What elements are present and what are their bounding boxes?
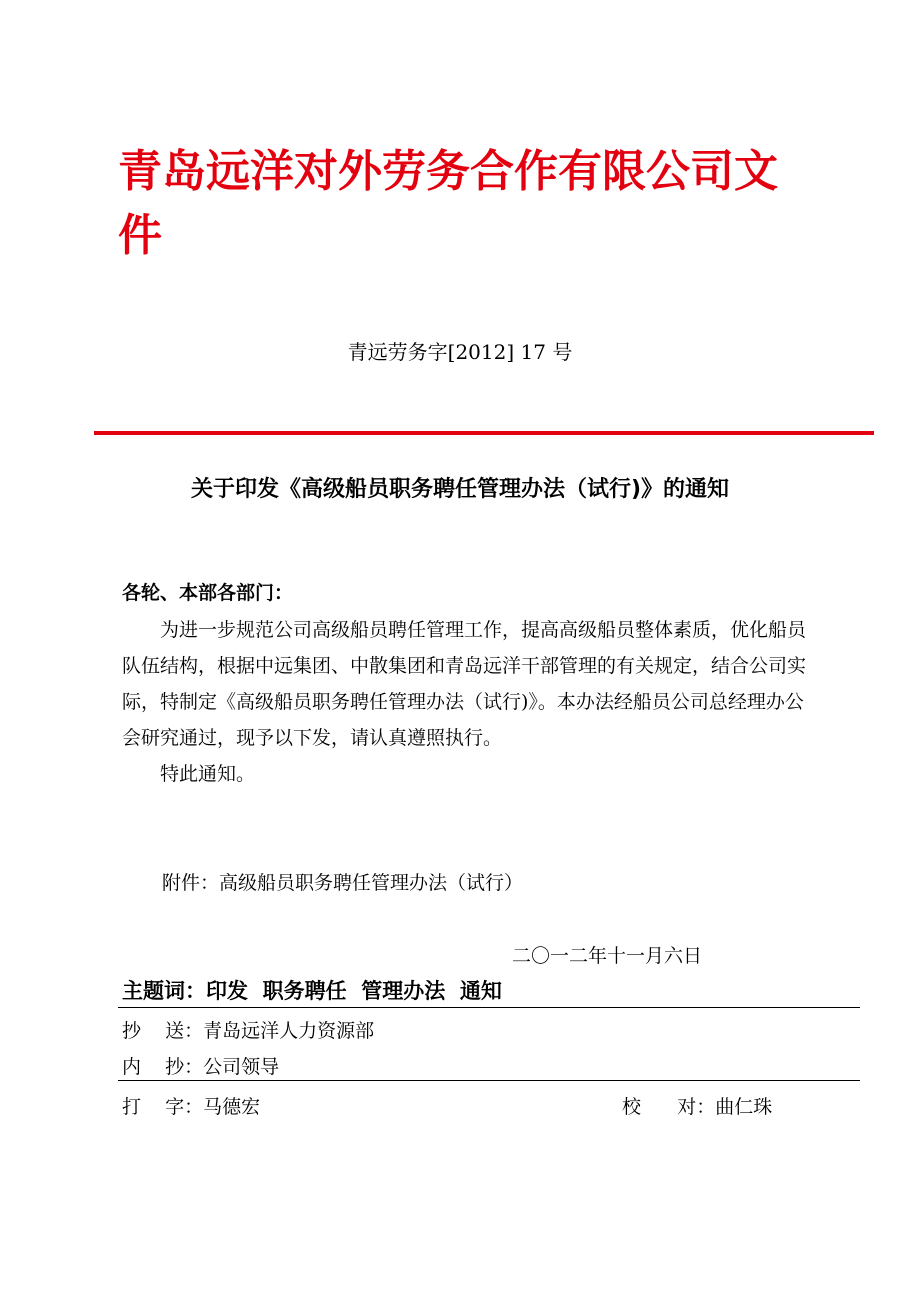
addressee: 各轮、本部各部门： <box>122 582 294 604</box>
document-number: 青远劳务字[2012] 17 号 <box>347 340 573 364</box>
footer-divider-bottom <box>118 1080 860 1081</box>
proofreader-line: 校 对：曲仁珠 <box>622 1096 773 1118</box>
internal-cc-line: 内 抄：公司领导 <box>122 1056 280 1078</box>
body-paragraph: 为进一步规范公司高级船员聘任管理工作，提高高级船员整体素质，优化船员队伍结构，根据中远集团、中散集团和青岛远洋干部管理的有关规定，结合公司实际，特制定《高级船员职务聘任管理办法（试行)》。本办法经船员公司总经理办公会研究通过，现予以下发，请认真遵照执行。 <box>122 619 807 749</box>
red-divider <box>94 431 874 435</box>
attachment-line: 附件：高级船员职务聘任管理办法（试行） <box>162 872 524 894</box>
org-header-title: 青岛远洋对外劳务合作有限公司文件 <box>118 146 778 261</box>
closing-line: 特此通知。 <box>160 763 256 785</box>
notice-body <box>122 612 812 792</box>
typist-line: 打 字：马德宏 <box>122 1096 261 1118</box>
subject-keywords: 主题词：印发 职务聘任 管理办法 通知 <box>122 979 502 1003</box>
footer-divider-top <box>118 1007 860 1008</box>
notice-title: 关于印发《高级船员职务聘任管理办法（试行)》的通知 <box>190 477 730 502</box>
issue-date: 二〇一二年十一月六日 <box>512 945 703 967</box>
cc-line: 抄 送：青岛远洋人力资源部 <box>122 1020 375 1042</box>
